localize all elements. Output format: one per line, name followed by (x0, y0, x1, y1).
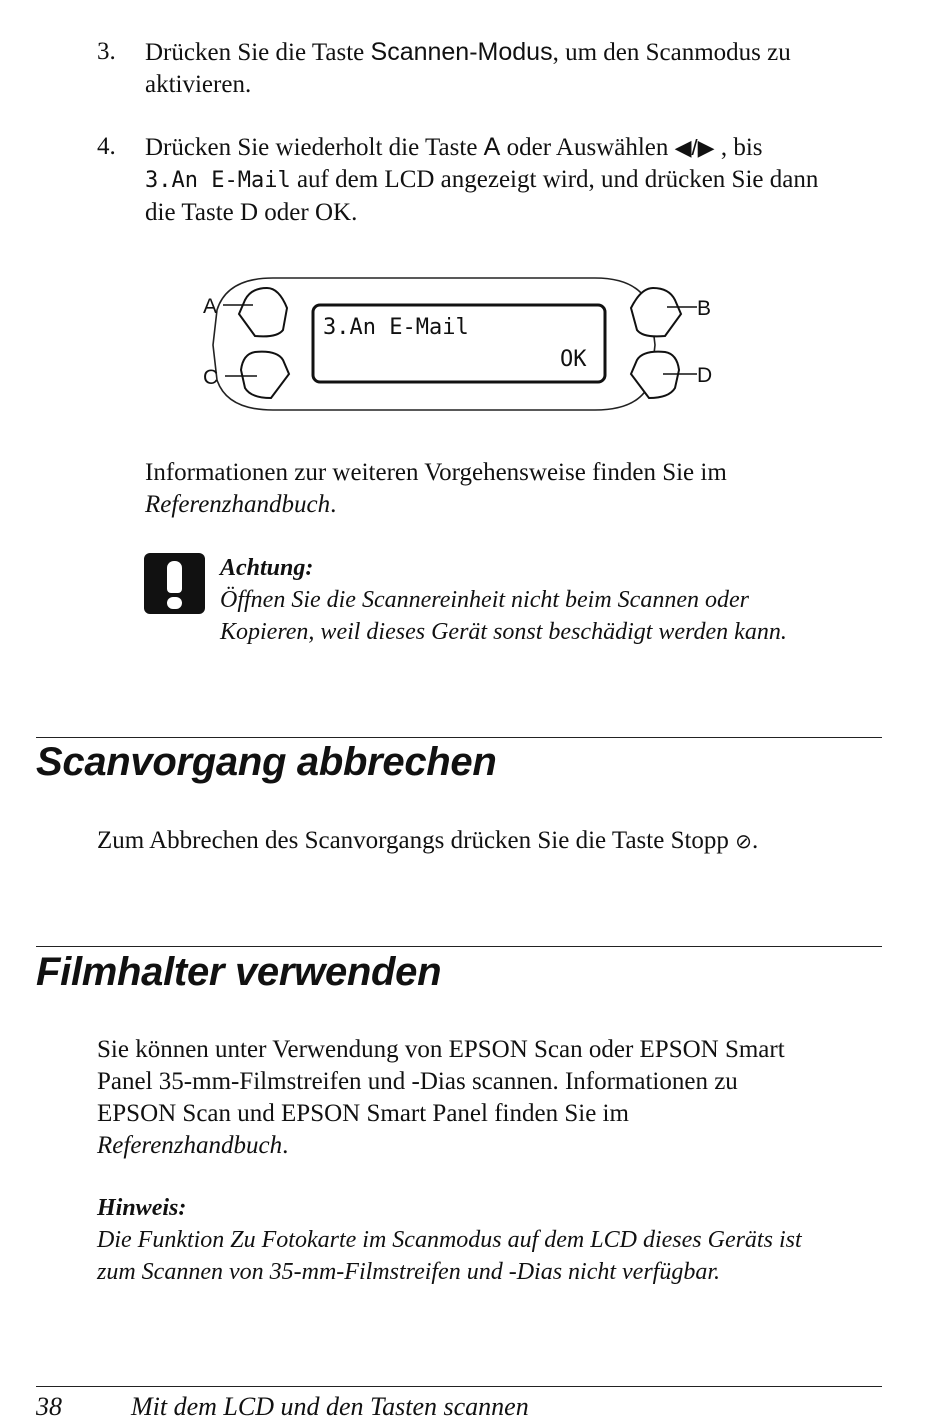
film-period: . (282, 1132, 289, 1159)
step-4-number: 4. (97, 133, 116, 160)
info-text: Informationen zur weiteren Vorgehensweise finden Sie im (145, 459, 727, 486)
film-line-3: EPSON Scan und EPSON Smart Panel finden Sie im (97, 1100, 629, 1127)
step-4-suffix: , bis (714, 134, 763, 161)
step-3-text (145, 36, 905, 101)
arrow-keys-icon: ◀/▶ (674, 135, 715, 160)
step-3-suffix: , um den Scanmodus zu (552, 39, 791, 66)
info-reference: Referenzhandbuch (145, 491, 331, 518)
key-a-label: A (483, 133, 501, 161)
footer-rule (36, 1386, 882, 1387)
note-block (97, 1192, 897, 1288)
section-heading-film: Filmhalter verwenden (36, 950, 442, 994)
button-d[interactable] (631, 352, 679, 398)
step-4-mid: oder Auswählen (500, 134, 675, 161)
button-c[interactable] (241, 352, 289, 398)
cancel-period: . (751, 827, 759, 854)
film-line-2: Panel 35-mm-Filmstreifen und -Dias scannen. Informationen zu (97, 1068, 738, 1095)
page-number: 38 (36, 1392, 62, 1421)
stop-icon: ⊘ (735, 831, 752, 853)
caution-block (220, 552, 870, 648)
button-b[interactable] (631, 288, 681, 336)
section-heading-cancel: Scanvorgang abbrechen (36, 740, 497, 784)
step-4-lcd-text: 3.An E-Mail (145, 168, 291, 193)
step-4-line2: auf dem LCD angezeigt wird, und drücken Sie dann (290, 166, 819, 193)
film-reference: Referenzhandbuch (97, 1132, 283, 1159)
caution-icon (144, 553, 205, 614)
film-paragraph (97, 1034, 907, 1162)
cancel-paragraph (97, 825, 897, 858)
step-3-prefix: Drücken Sie die Taste (145, 39, 371, 66)
step-4-text (145, 131, 905, 229)
label-a: A (203, 295, 218, 318)
step-4-line3: die Taste D oder OK. (145, 199, 358, 226)
scan-mode-button-name: Scannen-Modus (370, 38, 553, 66)
caution-line-2: Kopieren, weil dieses Gerät sonst beschädigt werden kann. (220, 619, 787, 645)
label-b: B (697, 297, 712, 320)
control-panel-illustration (195, 270, 725, 420)
lcd-line-2: OK (560, 347, 587, 372)
note-line-2: zum Scannen von 35-mm-Filmstreifen und -Dias nicht verfügbar. (97, 1259, 721, 1285)
section-rule-2 (36, 946, 882, 947)
footer-title: Mit dem LCD und den Tasten scannen (131, 1392, 529, 1421)
note-title: Hinweis: (97, 1195, 187, 1221)
step-3-line2: aktivieren. (145, 71, 252, 98)
note-line-1: Die Funktion Zu Fotokarte im Scanmodus auf dem LCD dieses Geräts ist (97, 1227, 802, 1253)
label-c: C (203, 366, 219, 389)
lcd-line-1: 3.An E-Mail (323, 315, 469, 340)
step-4-prefix: Drücken Sie wiederholt die Taste (145, 134, 484, 161)
info-paragraph (145, 457, 905, 521)
caution-title: Achtung: (220, 555, 314, 581)
step-3-number: 3. (97, 38, 116, 65)
info-period: . (330, 491, 337, 518)
cancel-text: Zum Abbrechen des Scanvorgangs drücken Sie die Taste Stopp (97, 827, 736, 854)
film-line-1: Sie können unter Verwendung von EPSON Scan oder EPSON Smart (97, 1036, 785, 1063)
caution-line-1: Öffnen Sie die Scannereinheit nicht beim Scannen oder (220, 587, 749, 613)
button-a[interactable] (239, 288, 287, 336)
label-d: D (697, 364, 713, 387)
